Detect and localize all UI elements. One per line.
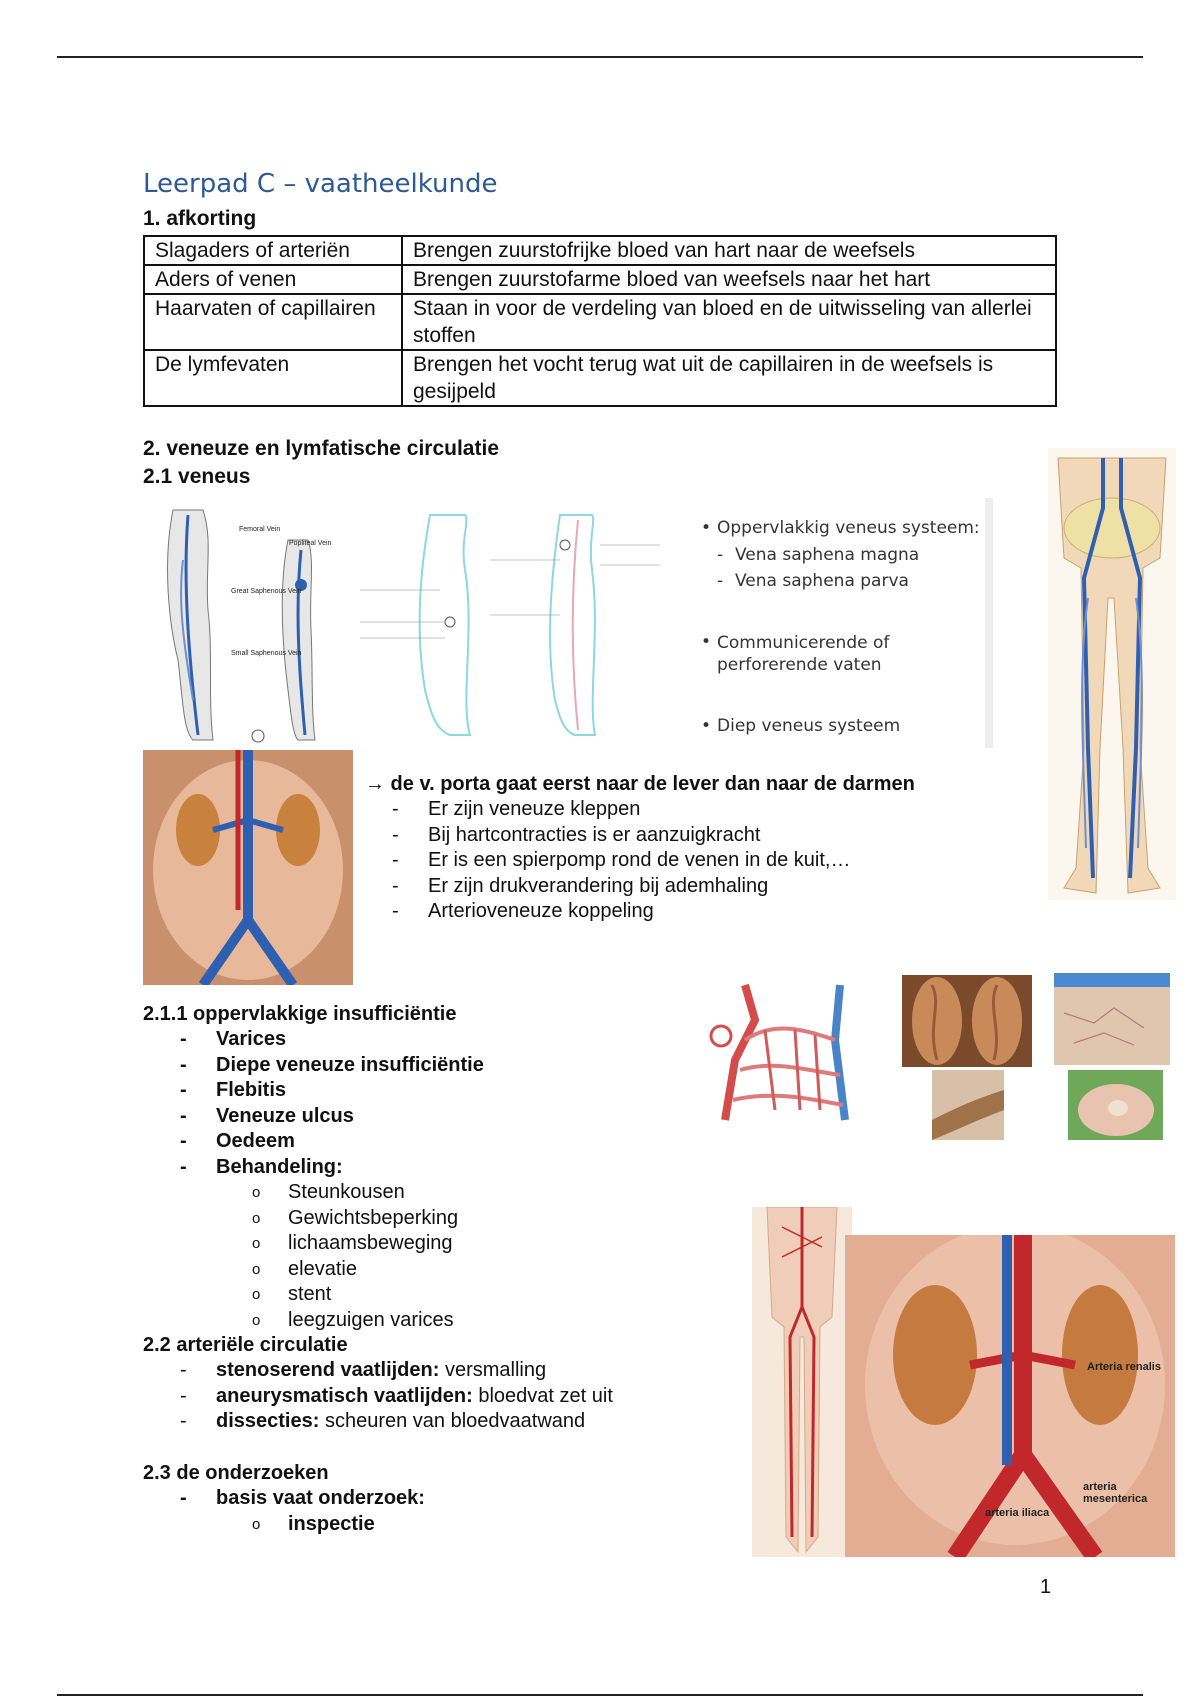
list-item-text: stent xyxy=(288,1283,332,1305)
list-item-term: stenoserend vaatlijden: xyxy=(216,1359,440,1381)
definitions-table xyxy=(143,235,1057,407)
table-row xyxy=(144,265,1056,294)
label-small-saphenous-vein: Small Saphenous Vein xyxy=(231,650,302,657)
list-item: - Er zijn drukverandering bij ademhaling xyxy=(392,874,769,897)
list-item: - Oedeem xyxy=(180,1130,295,1152)
arterial-list xyxy=(180,1358,613,1435)
label-arteria-mesenterica: arteria mesenterica xyxy=(1083,1481,1148,1505)
list-item: o elevatie xyxy=(252,1257,357,1280)
arterial-body-illustration xyxy=(752,1207,852,1557)
table-desc: Brengen zuurstofrijke bloed van hart naar de weefsels xyxy=(402,236,1056,265)
list-item: - Bij hartcontracties is er aanzuigkracht xyxy=(392,823,761,846)
list-item-text: scheuren van bloedvaatwand xyxy=(319,1410,586,1432)
list-item: o leegzuigen varices xyxy=(252,1308,454,1331)
label-femoral-vein: Femoral Vein xyxy=(239,526,281,533)
table-term: Aders of venen xyxy=(144,265,402,294)
list-item: - dissecties: scheuren van bloedvaatwand xyxy=(180,1410,586,1432)
table-term: De lymfevaten xyxy=(144,350,402,406)
list-item: - Diepe veneuze insufficiëntie xyxy=(180,1053,484,1076)
list-item: - Er zijn veneuze kleppen xyxy=(392,798,641,820)
list-item: - stenoserend vaatlijden: versmalling xyxy=(180,1359,547,1381)
list-item: - basis vaat onderzoek: xyxy=(180,1487,425,1509)
renal-arteries-illustration xyxy=(845,1235,1175,1557)
list-item-text: versmalling xyxy=(439,1359,547,1381)
list-item-text: elevatie xyxy=(288,1257,357,1280)
label-arteria-iliaca: arteria iliaca xyxy=(985,1507,1050,1519)
legend-saphena-parva: Vena saphena parva xyxy=(735,571,909,591)
list-item: - Flebitis xyxy=(180,1079,287,1101)
list-item: o inspectie xyxy=(252,1513,375,1535)
foot-ulcer-photo xyxy=(1068,1070,1163,1140)
list-item-text: Bij hartcontracties is er aanzuigkracht xyxy=(428,823,761,846)
table-term: Slagaders of arteriën xyxy=(144,236,402,265)
label-great-saphenous-vein: Great Saphenous Vein xyxy=(231,588,302,595)
list-item-text: basis vaat onderzoek: xyxy=(216,1487,425,1509)
list-item-text: lichaamsbeweging xyxy=(288,1232,453,1254)
venous-system-legend xyxy=(695,498,993,748)
insufficiency-list xyxy=(180,1027,484,1180)
legend-communicating: Communicerende of perforerende vaten xyxy=(717,633,890,675)
list-item: o lichaamsbeweging xyxy=(252,1232,453,1254)
label-popliteal-vein: Popliteal Vein xyxy=(289,540,332,547)
list-item: - Arterioveneuze koppeling xyxy=(392,900,654,922)
section2-heading: 2. veneuze en lymfatische circulatie xyxy=(143,437,499,460)
legend-dash: - xyxy=(717,571,724,591)
section21-heading: 2.1 veneus xyxy=(143,465,251,488)
list-item-term: dissecties: xyxy=(216,1410,320,1432)
list-item-text: Behandeling: xyxy=(216,1155,343,1178)
section211-heading: 2.1.1 oppervlakkige insufficiëntie xyxy=(143,1003,457,1025)
list-item-text: Diepe veneuze insufficiëntie xyxy=(216,1053,484,1076)
list-item-text: Flebitis xyxy=(216,1079,287,1101)
capillary-network-illustration xyxy=(705,980,860,1140)
legend-dash: - xyxy=(717,545,724,565)
abdominal-veins-illustration xyxy=(143,750,353,985)
page-title: Leerpad C – vaatheelkunde xyxy=(143,169,498,199)
section23-heading: 2.3 de onderzoeken xyxy=(143,1462,329,1484)
page-number: 1 xyxy=(1040,1576,1052,1598)
list-item: - aneurysmatisch vaatlijden: bloedvat zet uit xyxy=(180,1384,613,1407)
list-item-text: Steunkousen xyxy=(288,1181,405,1203)
venous-return-list xyxy=(392,797,851,925)
list-item: o Gewichtsbeperking xyxy=(252,1206,459,1229)
list-item-text: inspectie xyxy=(288,1513,375,1535)
examination-list xyxy=(180,1486,425,1512)
list-item-text: Gewichtsbeperking xyxy=(288,1206,459,1229)
list-item: - Behandeling: xyxy=(180,1155,343,1178)
table-desc: Staan in voor de verdeling van bloed en de uitwisseling van allerlei stoffen xyxy=(402,294,1056,350)
table-row xyxy=(144,236,1056,265)
list-item-text: Er zijn drukverandering bij ademhaling xyxy=(428,874,769,897)
list-item: - Er is een spierpomp rond de venen in de kuit,… xyxy=(392,849,851,871)
spider-veins-photo xyxy=(1054,973,1170,1065)
list-item-text: Er is een spierpomp rond de venen in de kuit,… xyxy=(428,849,851,871)
header-rule xyxy=(57,56,1143,58)
legend-saphena-magna: Vena saphena magna xyxy=(735,545,920,565)
table-desc: Brengen zuurstofarme bloed van weefsels naar het hart xyxy=(402,265,1056,294)
footer-rule xyxy=(57,1694,1143,1696)
list-item-text: Oedeem xyxy=(216,1130,295,1152)
list-item: - Varices xyxy=(180,1028,287,1050)
leg-veins-illustration xyxy=(143,500,343,750)
list-item: o Steunkousen xyxy=(252,1181,405,1203)
list-item-text: Er zijn veneuze kleppen xyxy=(428,798,641,820)
leg-outline-diagram xyxy=(360,510,680,740)
list-item-term: aneurysmatisch vaatlijden: xyxy=(216,1384,473,1407)
list-item-text: leegzuigen varices xyxy=(288,1308,454,1331)
list-item-text: Arterioveneuze koppeling xyxy=(428,900,654,922)
list-item-text: Varices xyxy=(216,1028,287,1050)
list-item: o stent xyxy=(252,1283,332,1305)
label-arteria-renalis: Arteria renalis xyxy=(1087,1361,1161,1373)
legend-deep: Diep veneus systeem xyxy=(717,716,901,736)
list-item-text: bloedvat zet uit xyxy=(472,1384,613,1407)
legend-superficial: Oppervlakkig veneus systeem: xyxy=(717,518,980,538)
section22-heading: 2.2 arteriële circulatie xyxy=(143,1334,348,1356)
venous-skeleton-illustration xyxy=(1048,448,1176,900)
section1-heading: 1. afkorting xyxy=(143,207,257,230)
ulcer-photo xyxy=(932,1070,1004,1140)
table-row xyxy=(144,294,1056,350)
legend-bullet: • xyxy=(701,518,712,538)
treatment-list xyxy=(252,1180,459,1333)
legend-bullet: • xyxy=(701,632,712,652)
examination-sublist xyxy=(252,1512,375,1538)
varices-photo xyxy=(902,975,1032,1067)
table-desc: Brengen het vocht terug wat uit de capillairen in de weefsels is gesijpeld xyxy=(402,350,1056,406)
table-row xyxy=(144,350,1056,406)
legend-bullet: • xyxy=(701,716,712,736)
porta-statement: → de v. porta gaat eerst naar de lever dan naar de darmen xyxy=(365,773,915,795)
list-item: - Veneuze ulcus xyxy=(180,1104,354,1127)
list-item-text: Veneuze ulcus xyxy=(216,1104,354,1127)
table-term: Haarvaten of capillairen xyxy=(144,294,402,350)
